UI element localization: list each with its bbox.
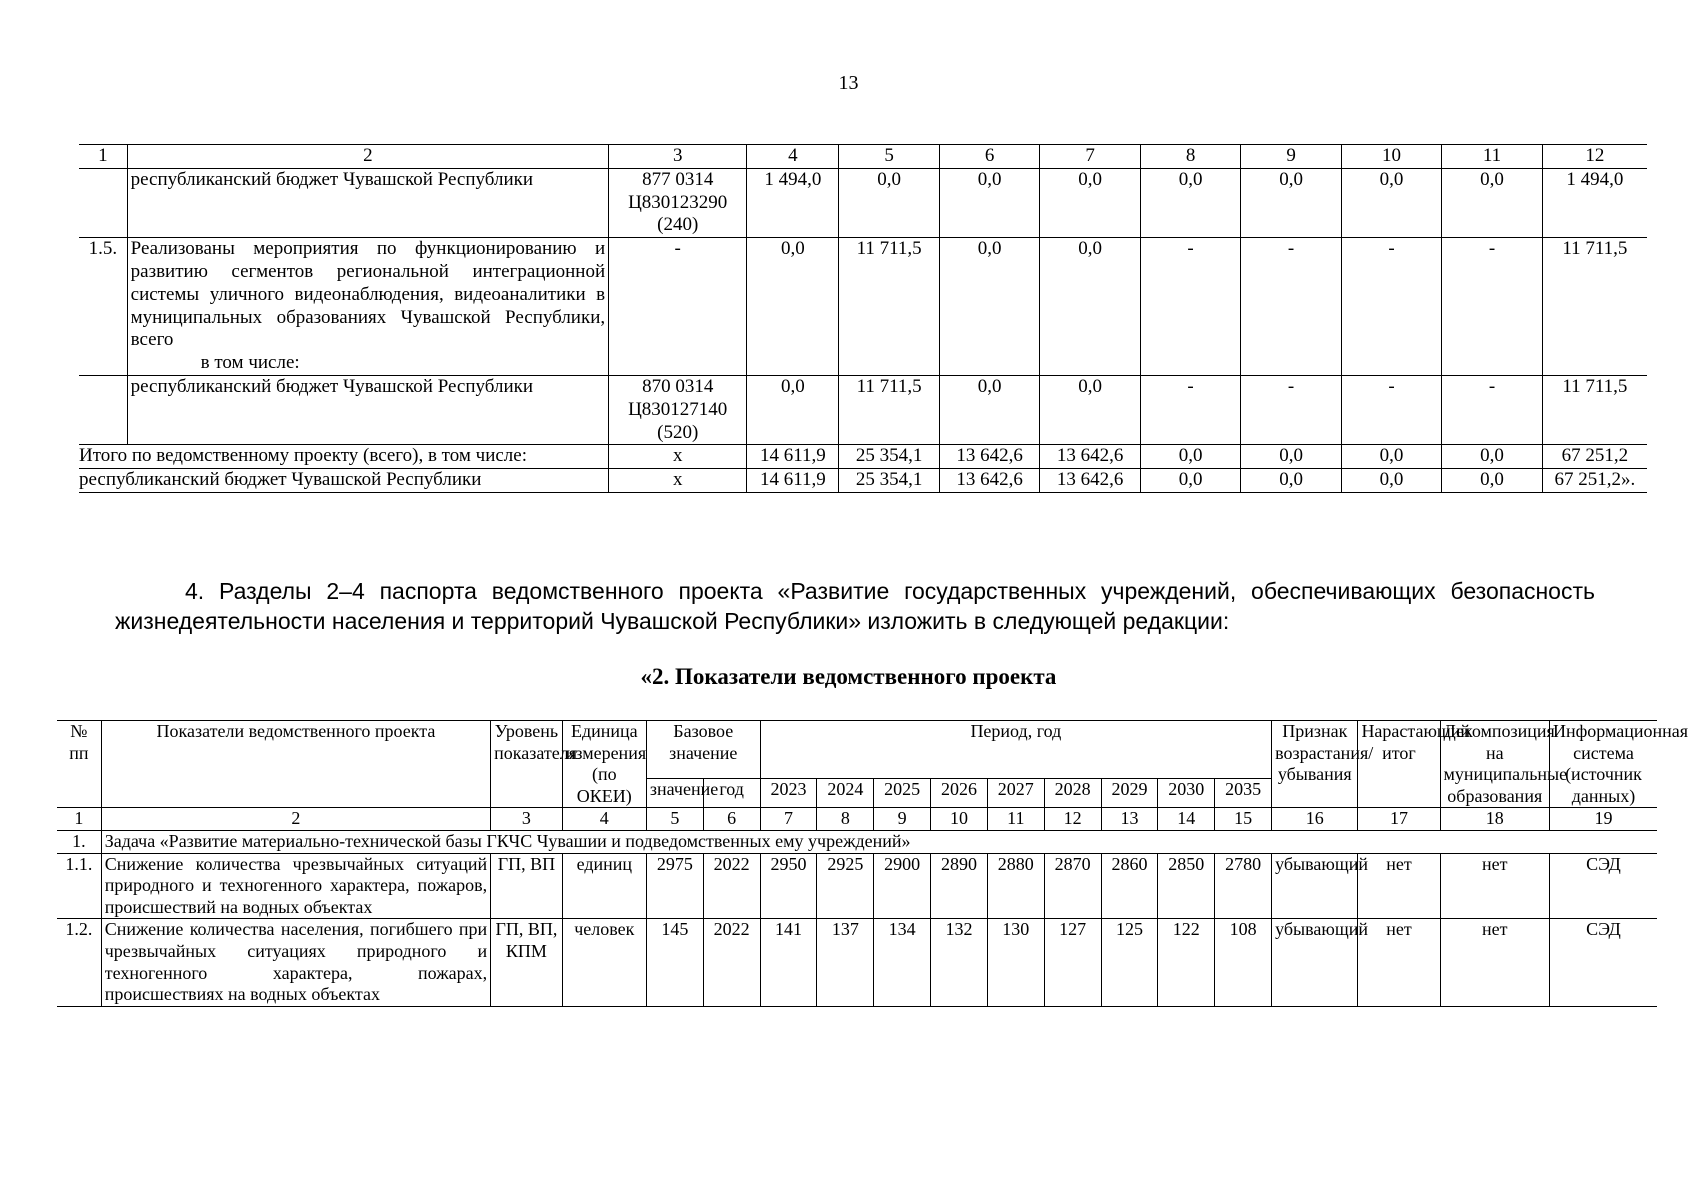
indicator-name: Снижение количества населения, погибшего при чрезвычайных ситуациях природного и техногенного характера, пожарах, происшествиях на водных объектах (101, 919, 490, 1006)
value-cell: 0,0 (1140, 445, 1240, 469)
decomposition-flag: нет (1440, 853, 1549, 919)
value-cell: 11 711,5 (839, 238, 939, 376)
value-cell: 0,0 (839, 168, 939, 237)
header-period: Период, год (760, 721, 1272, 779)
year-value: 2925 (817, 853, 874, 919)
value-cell: 0,0 (1442, 445, 1542, 469)
value-cell: 0,0 (1241, 469, 1341, 493)
year-value: 2880 (987, 853, 1044, 919)
column-number: 12 (1542, 145, 1647, 169)
header-level: Уровень показателя (491, 721, 563, 808)
column-number: 18 (1440, 808, 1549, 831)
header-unit: Единица измерения (по ОКЕИ) (562, 721, 646, 808)
indicator-name: Снижение количества чрезвычайных ситуаций природного и техногенного характера, пожаров, происшествий на водных объектах (101, 853, 490, 919)
column-number: 2 (101, 808, 490, 831)
column-number: 11 (1442, 145, 1542, 169)
page-number: 13 (838, 72, 859, 94)
base-year: 2022 (703, 919, 760, 1006)
cumulative-flag: нет (1358, 919, 1440, 1006)
column-number: 7 (760, 808, 817, 831)
value-cell: 25 354,1 (839, 469, 939, 493)
value-cell: 67 251,2». (1542, 469, 1647, 493)
task-row (57, 830, 1657, 853)
base-value: 145 (646, 919, 703, 1006)
header-base-year: год (703, 778, 760, 808)
row-name-text: республиканский бюджет Чувашской Республики (130, 375, 534, 397)
info-system: СЭД (1549, 853, 1657, 919)
value-cell: - (1140, 238, 1240, 376)
column-number: 4 (747, 145, 839, 169)
value-cell: 0,0 (1442, 469, 1542, 493)
header-row (57, 721, 1657, 779)
task-number: 1. (57, 830, 101, 853)
value-cell: 13 642,6 (939, 445, 1039, 469)
value-cell: 0,0 (1140, 168, 1240, 237)
year-value: 141 (760, 919, 817, 1006)
column-number: 19 (1549, 808, 1657, 831)
year-value: 125 (1101, 919, 1158, 1006)
value-cell: 0,0 (1040, 168, 1140, 237)
year-value: 127 (1044, 919, 1101, 1006)
value-cell: 13 642,6 (939, 469, 1039, 493)
budget-code: 870 0314 Ц830127140 (520) (609, 375, 747, 444)
value-cell: 0,0 (1341, 168, 1441, 237)
row-name (127, 375, 608, 444)
column-number: 11 (987, 808, 1044, 831)
value-cell: 0,0 (1341, 445, 1441, 469)
year-value: 122 (1158, 919, 1215, 1006)
header-info-system: Информационная система (источник данных) (1549, 721, 1657, 808)
header-indicator: Показатели ведомственного проекта (101, 721, 490, 808)
column-number: 9 (874, 808, 931, 831)
indicator-level: ГП, ВП, КПМ (491, 919, 563, 1006)
decomposition-flag: нет (1440, 919, 1549, 1006)
column-number: 6 (703, 808, 760, 831)
column-number: 5 (646, 808, 703, 831)
header-cumulative: Нарастающий итог (1358, 721, 1440, 808)
total-row (79, 469, 1647, 493)
value-cell: 0,0 (1442, 168, 1542, 237)
column-number: 12 (1044, 808, 1101, 831)
value-cell: 11 711,5 (1542, 238, 1647, 376)
value-cell: 13 642,6 (1040, 469, 1140, 493)
year-value: 2860 (1101, 853, 1158, 919)
value-cell: - (1442, 375, 1542, 444)
year-value: 2890 (931, 853, 988, 919)
year-value: 2900 (874, 853, 931, 919)
column-number: 2 (127, 145, 608, 169)
column-number: 17 (1358, 808, 1440, 831)
column-numbers-row (57, 808, 1657, 831)
column-number: 1 (57, 808, 101, 831)
base-year: 2022 (703, 853, 760, 919)
year-value: 2780 (1215, 853, 1272, 919)
value-cell: 11 711,5 (1542, 375, 1647, 444)
row-number (79, 168, 127, 237)
column-number: 4 (562, 808, 646, 831)
indicator-unit: единиц (562, 853, 646, 919)
column-number: 3 (609, 145, 747, 169)
value-cell: - (1442, 238, 1542, 376)
indicator-level: ГП, ВП (491, 853, 563, 919)
column-number: 10 (1341, 145, 1441, 169)
header-decomposition: Декомпозиция на муниципальные образования (1440, 721, 1549, 808)
budget-code: х (609, 445, 747, 469)
value-cell: 14 611,9 (747, 445, 839, 469)
table-row (79, 375, 1647, 444)
value-cell: 0,0 (747, 375, 839, 444)
header-year: 2029 (1101, 778, 1158, 808)
row-number: 1.2. (57, 919, 101, 1006)
table-row (79, 168, 1647, 237)
amendment-paragraph: 4. Разделы 2–4 паспорта ведомственного проекта «Развитие государственных учреждений, обеспечивающих безопасность жизнедеятельности населения и территорий Чувашской Республики» изложить в следующей редакции: (115, 578, 1595, 634)
column-number: 6 (939, 145, 1039, 169)
row-number (79, 375, 127, 444)
info-system: СЭД (1549, 919, 1657, 1006)
indicator-row (57, 919, 1657, 1006)
header-num: № пп (57, 721, 101, 808)
row-number: 1.1. (57, 853, 101, 919)
year-value: 137 (817, 919, 874, 1006)
column-number: 9 (1241, 145, 1341, 169)
value-cell: 11 711,5 (839, 375, 939, 444)
year-value: 2950 (760, 853, 817, 919)
column-number: 15 (1215, 808, 1272, 831)
year-value: 2870 (1044, 853, 1101, 919)
value-cell: 0,0 (1341, 469, 1441, 493)
column-number: 13 (1101, 808, 1158, 831)
value-cell: - (1241, 238, 1341, 376)
header-sign: Признак возрастания/ убывания (1272, 721, 1358, 808)
value-cell: 14 611,9 (747, 469, 839, 493)
total-name: Итого по ведомственному проекту (всего), в том числе: (79, 445, 609, 469)
column-number: 3 (491, 808, 563, 831)
row-number: 1.5. (79, 238, 127, 376)
value-cell: 0,0 (747, 238, 839, 376)
indicator-row (57, 853, 1657, 919)
budget-code: - (609, 238, 747, 376)
value-cell: - (1140, 375, 1240, 444)
header-year: 2028 (1044, 778, 1101, 808)
value-cell: 25 354,1 (839, 445, 939, 469)
year-value: 132 (931, 919, 988, 1006)
column-number: 1 (79, 145, 127, 169)
row-name-text: Реализованы мероприятия по функционированию и развитию сегментов региональной интеграционной системы уличного видеонаблюдения, видеоаналитики в муниципальных образованиях Чувашской Республики, всего (130, 238, 606, 351)
column-number: 7 (1040, 145, 1140, 169)
row-name (127, 168, 608, 237)
header-year: 2027 (987, 778, 1044, 808)
value-cell: - (1341, 375, 1441, 444)
column-number: 16 (1272, 808, 1358, 831)
value-cell: - (1341, 238, 1441, 376)
value-cell: 0,0 (1241, 168, 1341, 237)
row-name-text: республиканский бюджет Чувашской Республики (130, 168, 534, 190)
column-number: 5 (839, 145, 939, 169)
column-number: 10 (931, 808, 988, 831)
budget-code: х (609, 469, 747, 493)
value-cell: 0,0 (1140, 469, 1240, 493)
year-value: 2850 (1158, 853, 1215, 919)
column-number: 14 (1158, 808, 1215, 831)
value-cell: 0,0 (1241, 445, 1341, 469)
trend-sign: убывающий (1272, 853, 1358, 919)
total-name: республиканский бюджет Чувашской Республики (79, 469, 609, 493)
indicator-unit: человек (562, 919, 646, 1006)
header-year: 2035 (1215, 778, 1272, 808)
header-year: 2025 (874, 778, 931, 808)
row-note: в том числе: (200, 352, 300, 374)
column-number: 8 (1140, 145, 1240, 169)
table-header-row (79, 145, 1647, 169)
table-row (79, 238, 1647, 376)
total-row (79, 445, 1647, 469)
financing-table (79, 144, 1647, 493)
trend-sign: убывающий (1272, 919, 1358, 1006)
year-value: 130 (987, 919, 1044, 1006)
section-heading: «2. Показатели ведомственного проекта (640, 664, 1057, 689)
value-cell: 13 642,6 (1040, 445, 1140, 469)
value-cell: - (1241, 375, 1341, 444)
header-base-value: значение (646, 778, 703, 808)
indicators-table (57, 720, 1689, 1007)
value-cell: 1 494,0 (747, 168, 839, 237)
value-cell: 1 494,0 (1542, 168, 1647, 237)
row-name (127, 238, 608, 376)
column-number: 8 (817, 808, 874, 831)
year-value: 108 (1215, 919, 1272, 1006)
header-year: 2023 (760, 778, 817, 808)
header-year: 2026 (931, 778, 988, 808)
value-cell: 0,0 (1040, 238, 1140, 376)
year-value: 134 (874, 919, 931, 1006)
header-base: Базовое значение (646, 721, 760, 779)
base-value: 2975 (646, 853, 703, 919)
value-cell: 0,0 (1040, 375, 1140, 444)
value-cell: 67 251,2 (1542, 445, 1647, 469)
value-cell: 0,0 (939, 375, 1039, 444)
value-cell: 0,0 (939, 238, 1039, 376)
budget-code: 877 0314 Ц830123290 (240) (609, 168, 747, 237)
value-cell: 0,0 (939, 168, 1039, 237)
header-year: 2024 (817, 778, 874, 808)
header-year: 2030 (1158, 778, 1215, 808)
cumulative-flag: нет (1358, 853, 1440, 919)
task-text: Задача «Развитие материально-технической базы ГКЧС Чувашии и подведомственных ему учреждений» (101, 830, 1657, 853)
